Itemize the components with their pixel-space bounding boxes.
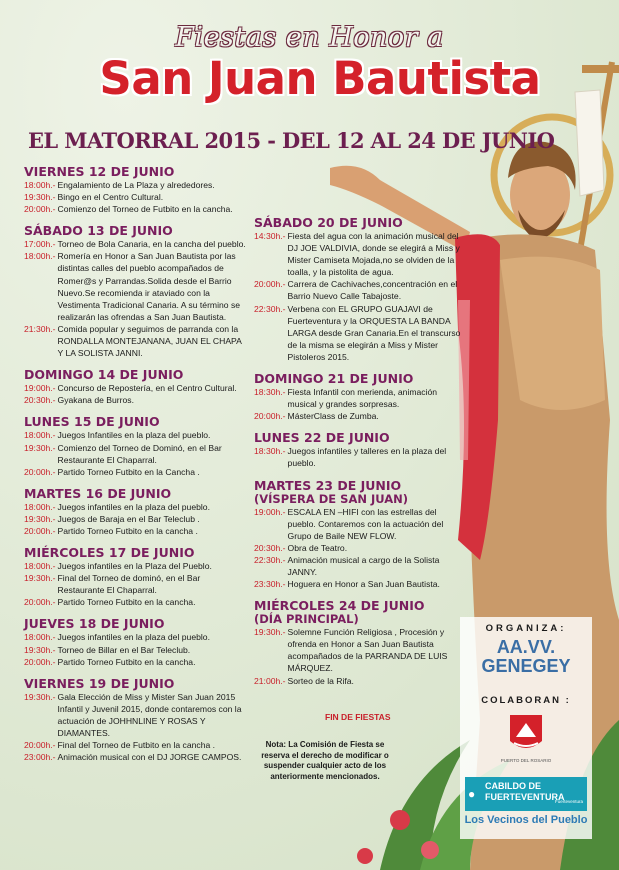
day-heading: MARTES 16 DE JUNIO <box>24 485 172 501</box>
event-row <box>24 394 249 406</box>
event-text: Animación musical a cargo de la Solista JANNY. <box>287 554 440 577</box>
cabildo-emblem-icon: ● <box>468 787 476 801</box>
colaboran-label: COLABORAN : <box>481 695 571 706</box>
event-time: 19:30h.- <box>24 442 56 453</box>
event-row <box>254 445 464 469</box>
pretitle: Fiestas en Honor a <box>175 22 444 53</box>
event-row <box>254 542 464 554</box>
event-time: 18:00h.- <box>24 180 56 190</box>
event-text: Gala Elección de Miss y Mister San Juan 2015 Infantil y Juvenil 2015, donde contaremos con la actuación de JOHHNLINE Y ROSAS Y DIAMANTES. <box>57 691 242 738</box>
day-heading: LUNES 22 DE JUNIO <box>254 430 390 446</box>
event-row <box>24 560 249 572</box>
event-time: 19:30h.- <box>24 192 56 203</box>
event-row <box>254 230 464 278</box>
day-heading: MIÉRCOLES 24 DE JUNIO <box>254 598 425 614</box>
event-row <box>24 442 249 466</box>
event-text: Solemne Función Religiosa , Procesión y ofrenda en Honor a San Juan Bautista acompañados de la PARRANDA DE LUIS MÁRQUEZ. <box>287 627 448 674</box>
event-text: Comienzo del Torneo de Dominó, en el Bar Restaurante El Chaparral. <box>57 442 222 465</box>
schedule-right <box>254 216 464 696</box>
day-heading: LUNES 15 DE JUNIO <box>24 414 160 430</box>
day-block <box>24 677 249 764</box>
event-time: 18:00h.- <box>24 632 56 643</box>
date-range: EL MATORRAL 2015 - DEL 12 AL 24 DE JUNIO <box>28 128 555 153</box>
day-block <box>24 165 249 215</box>
event-row <box>24 250 249 323</box>
event-time: 21:00h.- <box>254 675 286 686</box>
event-text: Juegos de Baraja en el Bar Teleclub . <box>57 513 200 524</box>
day-block <box>254 431 464 469</box>
event-row <box>254 303 464 363</box>
event-time: 20:30h.- <box>254 542 286 553</box>
event-text: Verbena con EL GRUPO GUAJAVI de Fuerteventura y la ORQUESTA LA BANDA LARGA desde Gran Canaria.En el transcurso de la misma se elegirán a Miss y Mister Pistoleros 2015. <box>287 303 461 362</box>
event-row <box>24 739 249 751</box>
organiza-label: ORGANIZA: <box>485 623 567 634</box>
event-row <box>254 578 464 590</box>
day-block <box>254 479 464 591</box>
event-text: Juegos infantiles en la plaza del pueblo. <box>57 632 210 643</box>
event-row <box>24 596 249 608</box>
event-row <box>24 382 249 394</box>
event-time: 23:30h.- <box>254 579 286 590</box>
event-text: Hoguera en Honor a San Juan Bautista. <box>287 579 440 590</box>
event-time: 20:00h.- <box>24 525 56 536</box>
event-row <box>24 238 249 250</box>
event-time: 20:00h.- <box>24 597 56 608</box>
event-time: 22:30h.- <box>254 303 286 314</box>
event-row <box>24 191 249 203</box>
day-block <box>24 546 249 608</box>
event-time: 20:00h.- <box>24 656 56 667</box>
day-heading: JUEVES 18 DE JUNIO <box>24 616 165 632</box>
sponsors-panel <box>460 617 592 839</box>
day-heading: VIERNES 12 DE JUNIO <box>24 164 175 179</box>
event-time: 21:30h.- <box>24 323 56 334</box>
day-subheading: (VÍSPERA DE SAN JUAN) <box>254 491 409 506</box>
cabildo-name: CABILDO DE FUERTEVENTURA <box>485 781 565 802</box>
event-text: ESCALA EN –HIFI con las estrellas del pueblo. Contaremos con la actuación del Grupo de Baile NEW FLOW. <box>287 506 444 541</box>
event-text: MásterClass de Zumba. <box>287 411 379 422</box>
event-time: 17:00h.- <box>24 239 56 250</box>
event-time: 20:00h.- <box>24 204 56 215</box>
event-time: 19:30h.- <box>24 691 56 702</box>
event-row <box>254 506 464 542</box>
event-row <box>254 626 464 674</box>
day-block <box>254 599 464 686</box>
day-heading: MARTES 23 DE JUNIO <box>254 477 402 493</box>
cabildo-logo <box>465 777 587 811</box>
event-row <box>254 386 464 410</box>
event-text: Juegos infantiles y talleres en la plaza del pueblo. <box>287 446 447 469</box>
cabildo-subtitle: Fuerteventura <box>555 799 584 804</box>
event-time: 23:00h.- <box>24 752 56 763</box>
event-time: 18:00h.- <box>24 251 56 262</box>
event-time: 20:00h.- <box>24 740 56 751</box>
event-time: 14:30h.- <box>254 231 286 241</box>
day-subheading: (DÍA PRINCIPAL) <box>254 612 359 627</box>
organizer-name: AA.VV. GENEGEY <box>481 637 571 676</box>
event-time: 18:00h.- <box>24 561 56 572</box>
day-block <box>24 617 249 667</box>
event-text: Gyakana de Burros. <box>57 395 134 406</box>
day-block <box>24 224 249 359</box>
event-row <box>24 501 249 513</box>
event-time: 18:30h.- <box>254 387 286 398</box>
event-time: 18:30h.- <box>254 446 286 457</box>
event-row <box>254 410 464 422</box>
event-row <box>24 525 249 537</box>
event-row <box>24 179 249 191</box>
day-block <box>254 216 464 363</box>
event-time: 20:30h.- <box>24 395 56 406</box>
event-text: Fiesta Infantil con merienda, animación musical y grandes sorpresas. <box>287 387 438 410</box>
event-row <box>254 278 464 302</box>
event-time: 19:00h.- <box>254 506 286 517</box>
event-row <box>24 691 249 739</box>
event-text: Partido Torneo Futbito en la cancha . <box>57 525 198 536</box>
day-block <box>254 372 464 422</box>
event-text: Engalamiento de La Plaza y alrededores. <box>57 180 215 190</box>
event-text: Animación musical con el DJ JORGE CAMPOS. <box>57 752 242 763</box>
day-heading: DOMINGO 21 DE JUNIO <box>254 371 414 387</box>
ayuntamiento-label: PUERTO DEL ROSARIO <box>500 758 552 763</box>
event-text: Comida popular y seguimos de parranda con la RONDALLA MONTEJANANA, JUAN EL CHAPA Y LA SOLISTA JANNI. <box>57 323 242 359</box>
fin-de-fiestas: FIN DE FIESTAS <box>325 712 391 722</box>
event-text: Obra de Teatro. <box>287 542 348 553</box>
event-row <box>24 466 249 478</box>
event-row <box>24 203 249 215</box>
event-text: Torneo de Billar en el Bar Teleclub. <box>57 644 191 655</box>
event-time: 20:00h.- <box>24 466 56 477</box>
day-heading: SÁBADO 13 DE JUNIO <box>24 223 173 239</box>
event-text: Final del Torneo de Futbito en la cancha . <box>57 740 216 751</box>
event-text: Carrera de Cachivaches,concentración en el Barrio Nuevo Calle Tabajoste. <box>287 279 458 302</box>
event-time: 20:00h.- <box>254 411 286 422</box>
day-block <box>24 487 249 537</box>
event-time: 18:00h.- <box>24 501 56 512</box>
event-text: Juegos infantiles en la plaza del pueblo. <box>57 501 210 512</box>
event-row <box>254 554 464 578</box>
event-text: Partido Torneo Futbito en la cancha. <box>57 656 196 667</box>
day-heading: DOMINGO 14 DE JUNIO <box>24 367 184 383</box>
event-time: 20:00h.- <box>254 279 286 290</box>
event-row <box>24 513 249 525</box>
day-heading: SÁBADO 20 DE JUNIO <box>254 215 403 230</box>
disclaimer-note: Nota: La Comisión de Fiesta se reserva el derecho de modificar o suspender cualquier acto de los anteriormente mencionados. <box>261 740 389 781</box>
day-block <box>24 368 249 406</box>
event-time: 19:30h.- <box>24 644 56 655</box>
event-time: 22:30h.- <box>254 554 286 565</box>
event-time: 19:30h.- <box>24 573 56 584</box>
event-row <box>24 572 249 596</box>
event-text: Juegos Infantiles en la plaza del pueblo. <box>57 430 211 441</box>
vecinos-label: Los Vecinos del Pueblo <box>464 814 588 826</box>
schedule-left <box>24 165 249 772</box>
ayuntamiento-logo-icon <box>506 711 546 757</box>
event-text: Torneo de Bola Canaria, en la cancha del pueblo. <box>57 239 246 250</box>
event-row <box>24 656 249 668</box>
event-text: Final del Torneo de dominó, en el Bar Restaurante El Chaparral. <box>57 573 201 596</box>
event-time: 18:00h.- <box>24 430 56 441</box>
event-text: Bingo en el Centro Cultural. <box>57 192 164 203</box>
event-text: Sorteo de la Rifa. <box>287 675 354 686</box>
event-text: Partido Torneo Futbito en la Cancha . <box>57 466 200 477</box>
page-title: San Juan Bautista <box>99 52 541 105</box>
event-row <box>254 675 464 687</box>
event-time: 19:30h.- <box>254 627 286 638</box>
event-row <box>24 429 249 441</box>
event-text: Comienzo del Torneo de Futbito en la cancha. <box>57 204 233 215</box>
event-row <box>24 644 249 656</box>
event-row <box>24 323 249 359</box>
day-heading: VIERNES 19 DE JUNIO <box>24 675 175 691</box>
event-row <box>24 631 249 643</box>
day-heading: MIÉRCOLES 17 DE JUNIO <box>24 545 195 561</box>
event-text: Fiesta del agua con la animación musical del DJ JOE VALDIVIA, donde se elegirá a Miss y Mister Camiseta Mojada,no se olviden de la toalla, y la pistolita de agua. <box>287 231 460 278</box>
event-time: 19:30h.- <box>24 513 56 524</box>
event-row <box>24 751 249 763</box>
event-time: 19:00h.- <box>24 383 56 394</box>
event-text: Partido Torneo Futbito en la cancha. <box>57 597 196 608</box>
event-text: Concurso de Repostería, en el Centro Cultural. <box>57 383 237 394</box>
event-text: Romería en Honor a San Juan Bautista por las distintas calles del pueblo acompañados de Romer@s y Parrandas.Solida desde el Barrio Nuevo.Se recomienda ir ataviado con la Vestimenta Tradicional Canaria. A su término se realizarán las ofrendas a San Juan Bautista. <box>57 251 241 322</box>
day-block <box>24 415 249 477</box>
event-text: Juegos infantiles en la Plaza del Pueblo. <box>57 561 212 572</box>
